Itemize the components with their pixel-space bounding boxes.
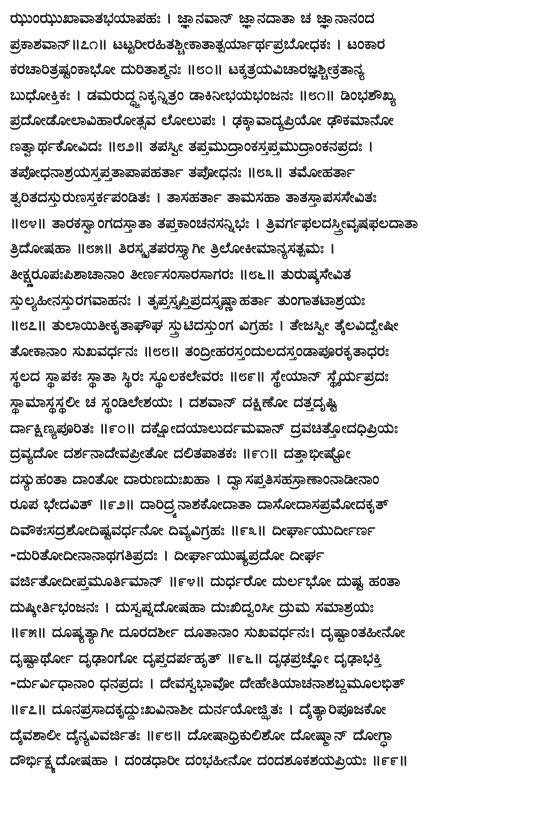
text-line: ಝುಂಝುಖಾವಾತಭಯಾಪಹಃ । ಜ್ಞಾನವಾನ್ ಜ್ಞಾನದಾತಾ ಚ ಜ್ಞಾನಾನಂದ: [10, 9, 375, 27]
text-line: ತ್ವರಿತದಸ್ತುರುಣಸ್ತರ್ಕಪಂಡಿತಃ । ತಾಸಹರ್ತಾ ತಾಮಸಹಾ ತಾತಸ್ತಾಪಸಸೇವಿತಃ: [10, 188, 377, 207]
text-line: ತ್ರಿದೋಷಹಾ ॥೮೫॥ ತಿರಸ್ಕೃತಪರಸ್ತ್ಯಾಗೀ ತ್ರಿಲೋಕೀಮಾನ್ಯಸತ್ಪಮಃ ।: [10, 239, 336, 258]
text-line: ತಪೋಧನಾಶ್ರಯಸ್ತಪ್ತತಾಪಾಪಹರ್ತಾ ತಪೋಧನಃ ॥೮೩॥ ತಮೋಹರ್ತಾ: [10, 162, 355, 181]
text-line: ಪ್ರದೋಡೋಲಾವಿಹಾರೋತ್ಸವ ಲೋಲುಪಃ । ಢಕ್ಕಾವಾದ್ಯಪ್ರಿಯೋ ಢೌಕಮಾನೋ: [10, 111, 394, 130]
text-line: ದೃಷ್ಟಾರ್ಥೋ ದೃಢಾಂಗೋ ದೃಪ್ತದರ್ಪಹೃತ್ ॥೯೬॥ ದೃಢಪ್ರಜ್ಞೋ ದೃಢಾಭಕ್ತಿ: [10, 648, 382, 667]
text-line: -ದುರಿತೋದೀನಾನಾಥಗತಿಪ್ರದಃ । ದೀರ್ಘಾಯುಷ್ಯಪ್ರದೋ ದೀರ್ಘ: [10, 546, 325, 565]
text-line: ವರ್ಜಿತೋದೀಪ್ತಮೂರ್ತಿಮಾನ್ ॥೯೪॥ ದುರ್ಧರೋ ದುರ್ಲಭೋ ದುಷ್ಟ ಹಂತಾ: [10, 572, 401, 591]
text-line: ಸ್ತುಲ್ಯಹೀನಸ್ತುರಗವಾಹನಃ । ತೃಪ್ತಸ್ತೃಪ್ತಿಪ್ರದಸ್ತೃಷ್ಣಾಹರ್ತಾ ತುಂಗಾತಟಾಶ್ರಯಃ: [10, 290, 366, 309]
text-line: ದಸ್ಯುಹಂತಾ ದಾಂತೋ ದಾರುಣದುಃಖಹಾ । ದ್ವಾಸಪ್ತತಿಸಹಸ್ರಾಣಾಂನಾಡೀನಾಂ: [10, 469, 380, 488]
text-line: ॥೯೫॥ ದೂಷ್ಯತ್ಯಾಗೀ ದೂರದರ್ಶೀ ದೂತಾನಾಂ ಸುಖವರ್ಧನಃ। ದೃಷ್ಟಾಂತಹೀನೋ: [10, 623, 406, 642]
text-line: ತೀಕ್ಷ್ಣರೂಪಃಪಿಶಾಚಾನಾಂ ತೀರ್ಣಸಂಸಾರಸಾಗರಃ ॥೮೬॥ ತುರುಷ್ಕಸೇವಿತ: [10, 264, 352, 283]
text-line: ದೌರ್ಭಿಕ್ಷ್ಯದೋಷಹಾ । ದಂಡಧಾರೀ ದಂಭಹೀನೋ ದಂದಶೂಕಶಯಪ್ರಿಯಃ ॥೯೯॥: [10, 751, 409, 770]
text-line: ತೋಕಾನಾಂ ಸುಖವರ್ಧನಃ ॥೮೮॥ ತಂದ್ರೀಹರಸ್ತಂದುಲದಸ್ತಂಡಾಪೂರಕೃತಾಧರಃ: [10, 341, 390, 360]
text-line: ದೈವಶಾಲೀ ದೈನ್ಯವಿವರ್ಜಿತಃ ॥೯೮॥ ದೋಷಾಧ್ರಿಕುಲಿಶೋ ದೋಷ್ಮಾನ್ ದೋಗ್ಧಾ: [10, 725, 394, 744]
text-line: ಬುಧೋಕ್ತಿಕಃ । ಡಮರುದ್ಧ್ವನಿಕೃನ್ನಿತ್ರಂ ಡಾಕಿನೀಭಯಭಂಜನಃ ॥೮೧॥ ಡಿಂಭಶೌಖ್ಯ: [10, 85, 396, 104]
text-line: ಣತ್ವಾರ್ಥಕೋವಿದಃ ॥೮೨॥ ತಪಸ್ವೀ ತಪ್ತಮುದ್ರಾಂಕಸ್ತಪ್ತಮುದ್ರಾಂಕನಪ್ರದಃ ।: [10, 136, 374, 155]
text-line: ಸ್ಥಲದ ಸ್ಥಾಪಕಃ ಸ್ಥಾತಾ ಸ್ಥಿರಃ ಸ್ಥೂಲಕಲೇವರಃ ॥೮೯॥ ಸ್ಥೇಯಾನ್ ಸ್ಥೈರ್ಯಪ್ರದಃ: [10, 367, 389, 386]
text-line: -ರ್ದುರ್ವಿಧಾನಾಂ ಧನಪ್ರದಃ । ದೇವಸ್ವಭಾವೋ ದೇಹೇತಿಯಾಚನಾಶಬ್ದಮೂಲಭಿತ್: [10, 674, 406, 693]
text-line: ಕರಚಾರಿತ್ರಷ್ಟಂಕಾಭೋ ದುರಿತಾಶ್ಮನಃ ॥೮೦॥ ಟಕ್ಕತ್ರಯವಿಚಾರಜ್ಞಶ್ಚೀಕ್ರತಾನ್ಯ: [10, 60, 365, 79]
text-line: ॥೯೭॥ ದೂನಪ್ರಸಾದಕೃದ್ದುಃಖವಿನಾಶೀ ದುರ್ನಯೋಜ್ಝಿತಃ । ದೈತ್ಯಾರಿಪೂಜಕೋ: [10, 700, 387, 719]
stotra-text-block: [10, 6, 534, 774]
text-line: ಸ್ಥಾಮಾಸ್ಥಸ್ಥಲೀ ಚ ಸ್ಥಂಡಿಲೇಶಯಃ । ದಶವಾನ್ ದಕ್ಷಿಣೋ ದತ್ತದೃಷ್ಟಿ: [10, 392, 338, 411]
text-line: ॥೮೪॥ ತಾರಕಸ್ವಾಂಗದಸ್ತಾತಾ ತಪ್ತಕಾಂಚನಸನ್ನಿಭಃ । ತ್ರಿವರ್ಗಫಲದಸ್ತ್ರೀವೃಷಫಲದಾತಾ: [10, 213, 419, 232]
text-line: ದುಷ್ಕೀರ್ತಿಭಂಜನಃ । ದುಸ್ವಪ್ನದೋಷಹಾ ದುಃಖಿದ್ವಂಸೀ ದ್ರುಮ ಸಮಾಶ್ರಯಃ: [10, 597, 374, 616]
text-line: ರೂಪ ಭೇದವಿತ್ ॥೯೨॥ ದಾರಿದ್ರ್ಯನಾಶಕೋದಾತಾ ದಾಸೋದಾಸಪ್ರಮೋದಕೃತ್: [10, 495, 389, 514]
text-line: ದ್ರವ್ಯದೋ ದರ್ಶನಾದೇವಪ್ರೀತೋ ದಲಿತಪಾತಕಃ ॥೯೧॥ ದತ್ತಾಭೀಷ್ಟೋ: [10, 444, 351, 463]
text-line: ॥೮೭॥ ತುಲಾಯಿತೀಕೃತಾಘೌಘ ಸ್ತ್ರುಟಿದಸ್ತುಂಗ ವಿಗ್ರಹಃ । ತೇಜಸ್ವೀ ತೈಲವಿದ್ವೇಷೀ: [10, 316, 399, 335]
text-line: ಪ್ರಕಾಶವಾನ್॥೭೧॥ ಟಟ್ಟರೀರಹಿತಶ್ಚೀಕಾತಾತ್ಪರ್ಯಾರ್ಥಪ್ರಬೋಧಕಃ । ಟಂಕಾರ: [10, 34, 386, 53]
text-line: ರ್ದಾಕ್ಷಿಣ್ಯಪೂರಿತಃ ॥೯೦॥ ದಕ್ಷೋದಯಾಲುರ್ದಮವಾನ್ ದ್ರವಚಿತ್ತೋದಧಿಪ್ರಿಯಃ: [10, 418, 398, 437]
text-line: ದಿವೌಕಃಸದ್ರಶೋದಿಷ್ಟವರ್ಧನೋ ದಿವ್ಯವಿಗ್ರಹಃ ॥೯೩॥ ದೀರ್ಘಾಯುರ್ದೀರ್ಣ: [10, 520, 376, 539]
